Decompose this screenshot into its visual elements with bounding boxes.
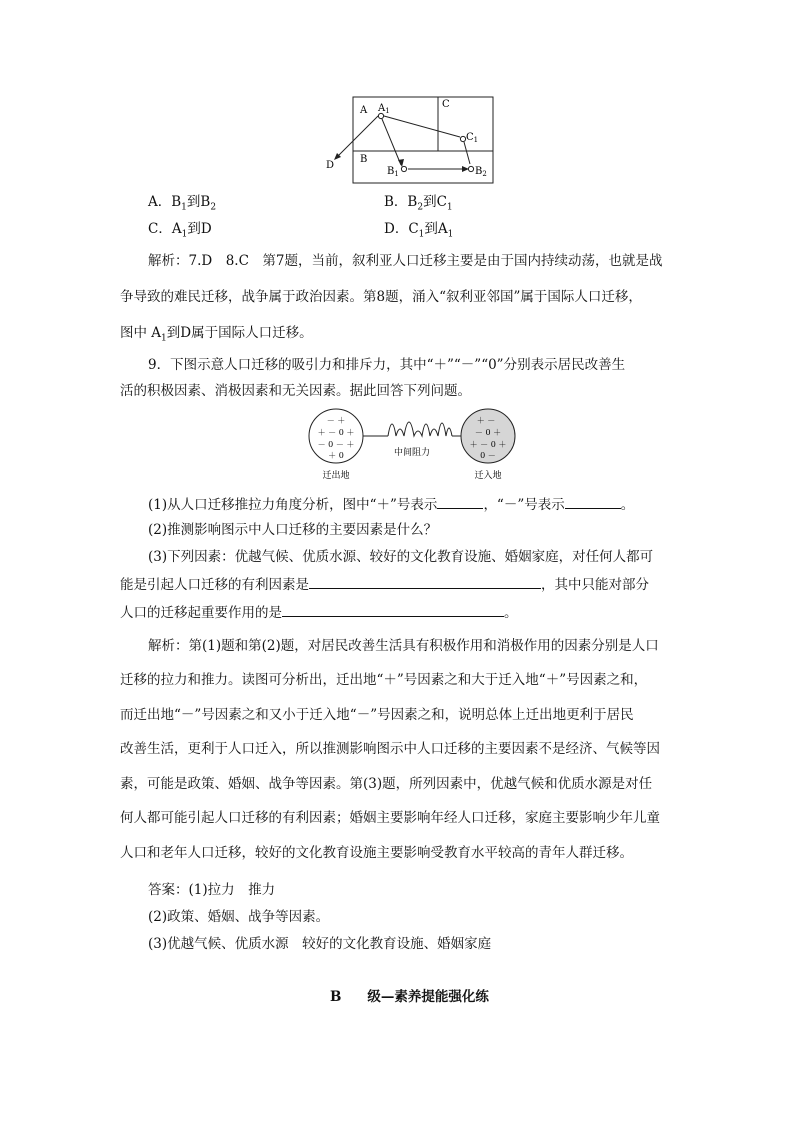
- destination-row-3: ＋ － 0 ＋: [469, 440, 507, 449]
- origin-row-3: － 0 － ＋: [317, 440, 355, 449]
- analysis78-line3: 图中 $A_1$到D属于国际人口迁移。: [120, 325, 313, 344]
- answer-line3: (3)优越气候、优质水源 较好的文化教育设施、婚姻家庭: [148, 936, 492, 952]
- answer-line1: 答案：(1)拉力 推力: [148, 882, 276, 898]
- destination-label: 迁入地: [474, 471, 502, 481]
- point-a1: [378, 113, 383, 118]
- destination-row-4: 0 －: [480, 451, 496, 460]
- push-pull-diagram: [306, 406, 524, 484]
- arrow-a1-to-d: [336, 116, 378, 158]
- q9-sub3-line1: (3)下列因素：优越气候、优质水源、较好的文化教育设施、婚姻家庭，对任何人都可: [148, 549, 654, 565]
- q9-line2: 活的积极因素、消极因素和无关因素。据此回答下列问题。: [120, 383, 471, 399]
- region-b-label: B: [360, 154, 368, 165]
- origin-label: 迁出地: [322, 471, 350, 481]
- answer-blank-universal[interactable]: [309, 574, 541, 589]
- point-d-label: D: [326, 160, 335, 171]
- analysis9-line4: 改善生活，更利于人口迁入，所以推测影响图示中人口迁移的主要因素不是经济、气候等因: [120, 741, 660, 757]
- point-b2-label: $B_2$: [475, 166, 487, 178]
- middle-resistance-label: 中间阻力: [393, 448, 431, 458]
- answer-blank-minus[interactable]: [565, 494, 621, 509]
- option-b: B．$B_2$到$C_1$: [384, 194, 453, 213]
- region-c-label: C: [442, 99, 450, 110]
- point-b2: [468, 166, 473, 171]
- q9-sub2: (2)推测影响图示中人口迁移的主要因素是什么？: [148, 522, 438, 538]
- point-c1: [460, 136, 465, 141]
- origin-row-1: － ＋: [326, 416, 346, 425]
- analysis9-line2: 迁移的拉力和推力。读图可分析出，迁出地“＋”号因素之和大于迁入地“＋”号因素之和，: [120, 672, 648, 688]
- q9-sub1: (1)从人口迁移推拉力角度分析，图中“＋”号表示 ，“－”号表示 。: [148, 494, 634, 515]
- option-a: A．$B_1$到$B_2$: [148, 194, 217, 213]
- region-a-label: A: [360, 105, 368, 116]
- destination-row-1: ＋ －: [476, 416, 496, 425]
- analysis78-line2: 争导致的难民迁移，战争属于政治因素。第8题，涌入“叙利亚邻国”属于国际人口迁移，: [120, 289, 642, 305]
- arrow-a1-to-b1: [382, 119, 401, 165]
- origin-row-4: ＋ 0: [328, 451, 344, 460]
- answer-line2: (2)政策、婚姻、战争等因素。: [148, 909, 330, 925]
- answer-blank-plus[interactable]: [437, 494, 483, 509]
- arrowhead-b1: [398, 159, 404, 167]
- analysis9-line3: 而迁出地“－”号因素之和又小于迁入地“－”号因素之和，说明总体上迁出地更利于居民: [120, 707, 634, 723]
- point-b1: [401, 166, 406, 171]
- migration-region-diagram: [320, 92, 500, 188]
- answer-blank-partial[interactable]: [282, 602, 504, 617]
- analysis9-line7: 人口和老年人口迁移，较好的文化教育设施主要影响受教育水平较高的青年人群迁移。: [120, 845, 633, 861]
- intervening-obstacles-curve: [388, 422, 452, 436]
- q9-sub3-line2: 能是引起人口迁移的有利因素是 ，其中只能对部分: [120, 574, 680, 595]
- point-c1-label: $C_1$: [466, 132, 479, 144]
- analysis9-line6: 何人都可能引起人口迁移的有利因素；婚姻主要影响年经人口迁移，家庭主要影响少年儿童: [120, 810, 660, 826]
- analysis9-line1: 解析：第(1)题和第(2)题，对居民改善生活具有积极作用和消极作用的因素分别是人口: [148, 638, 659, 654]
- option-c: C．$A_1$到D: [148, 221, 212, 240]
- section-title: B 级—素养提能强化练: [330, 989, 489, 1005]
- arrow-a1-to-c1: [384, 116, 460, 137]
- point-a1-label: $A_1$: [378, 103, 390, 115]
- option-d: D．$C_1$到$A_1$: [384, 221, 454, 240]
- origin-row-2: ＋ － 0 ＋: [317, 428, 355, 437]
- q9-line1: 9．下图示意人口迁移的吸引力和排斥力，其中“＋”“－”“0”分别表示居民改善生: [148, 357, 626, 373]
- point-b1-label: $B_1$: [387, 166, 399, 178]
- q9-sub3-line3: 人口的迁移起重要作用的是 。: [120, 602, 680, 623]
- analysis78-line1: 解析：7.D 8.C 第7题，当前，叙利亚人口迁移主要是由于国内持续动荡，也就是战: [148, 253, 663, 269]
- destination-row-2: － 0 ＋: [474, 428, 502, 437]
- arrow-c1-to-b2: [464, 142, 470, 164]
- analysis9-line5: 素，可能是政策、婚姻、战争等因素。第(3)题，所列因素中，优越气候和优质水源是对任: [120, 776, 653, 792]
